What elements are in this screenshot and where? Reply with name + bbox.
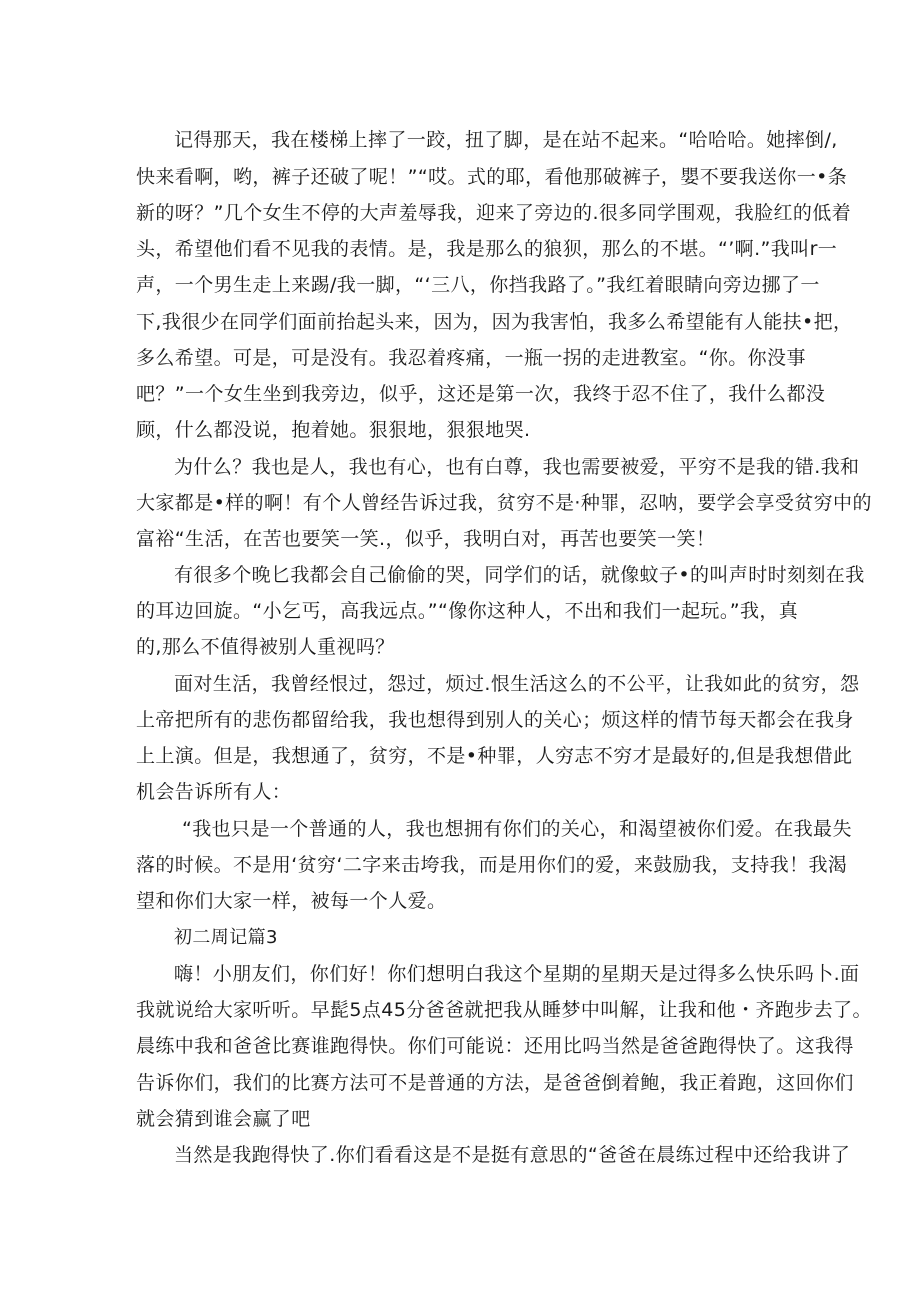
paragraph-line: 就会猜到谁会赢了吧 (136, 1108, 311, 1130)
paragraph-line: 声，一个男生走上来踢/我一脚，“‘三八，你挡我路了。”我红着眼睛向旁边挪了一 (136, 274, 820, 296)
paragraph-line: 我就说给大家听听。早髭5点45分爸爸就把我从睡梦中叫解，让我和他・齐跑步去了。 (136, 999, 872, 1021)
paragraph-line: 晨练中我和爸爸比赛谁跑得快。你们可能说：还用比吗当然是爸爸跑得快了。这我得 (136, 1035, 854, 1057)
paragraph-line: 顾，什么都没说，抱着她。狠狠地，狠狠地哭. (136, 419, 531, 441)
paragraph-line: 机会告诉所有人： (136, 781, 292, 803)
quote-line: “我也只是一个普通的人，我也想拥有你们的关心，和渴望被你们爱。在我最失 (182, 818, 852, 840)
section-heading: 初二周记篇3 (174, 927, 278, 948)
paragraph-line: 吧？”一个女生坐到我旁边，似乎，这还是第一次，我终于忍不住了，我什么都没 (136, 383, 826, 405)
paragraph-line: 多么希望。可是，可是没有。我忍着疼痛，一瓶一拐的走进教室。“你。你没事 (136, 347, 806, 369)
paragraph-line: 富裕“生活，在苦也要笑一笑.，似乎，我明白对，再苦也要笑一笑！ (136, 528, 716, 550)
paragraph-line: 嗨！小朋友们，你们好！你们想明白我这个星期的星期天是过得多么快乐吗卜.面 (174, 963, 860, 985)
paragraph-line: 有很多个晚匕我都会自己偷偷的哭，同学们的话，就像蚊子•的叫声时时刻刻在我 (174, 564, 865, 586)
paragraph-line: 记得那天，我在楼梯上摔了一跤，扭了脚，是在站不起来。“哈哈哈。她摔倒/, (174, 129, 838, 151)
paragraph-line: 头，希望他们看不见我的表情。是，我是那么的狼狈，那么的不堪。“’啊.”我叫r一 (136, 238, 838, 260)
quote-line: 落的时候。不是用‘贫穷‘二字来击垮我，而是用你们的爱，来鼓励我，支持我！我渴 (136, 854, 848, 876)
paragraph-line: 上上演。但是，我想通了，贫穷，不是•种罪，人穷志不穷才是最好的,但是我想借此 (136, 745, 853, 767)
paragraph-line: 大家都是•样的啊！有个人曾经告诉过我，贫穷不是·种罪，忍呐，要学会享受贫穷中的 (136, 492, 872, 514)
paragraph-line: 下,我很少在同学们面前抬起头来，因为，因为我害怕，我多么希望能有人能扶•把， (136, 311, 853, 333)
paragraph-line: 的,那么不值得被别人重视吗？ (136, 636, 395, 658)
paragraph-line: 新的呀？”几个女生不停的大声羞辱我，迎来了旁边的.很多同学围观，我脸红的低着 (136, 202, 852, 224)
paragraph-line: 为什么？我也是人，我也有心，也有白尊，我也需要被爱，平穷不是我的错.我和 (174, 456, 860, 478)
paragraph-line: 的耳边回旋。“小乞丐，高我远点。”“像你这种人，不出和我们一起玩。”我，真 (136, 600, 799, 622)
quote-line: 望和你们大家一样，被每一个人爱。 (136, 890, 447, 912)
paragraph-line: 上帝把所有的悲伤都留给我，我也想得到别人的关心；烦这样的情节每天都会在我身 (136, 709, 854, 731)
paragraph-line: 告诉你们，我们的比赛方法可不是普通的方法，是爸爸倒着鲍，我正着跑，这回你们 (136, 1072, 854, 1094)
paragraph-line: 快来看啊，哟，裤子还破了呢！”“哎。式的耶，看他那破裤子，嬰不要我送你一•条 (136, 166, 848, 188)
paragraph-line: 当然是我跑得快了.你们看看这是不是挺有意思的“爸爸在晨练过程中还给我讲了 (174, 1144, 851, 1166)
paragraph-line: 面对生活，我曾经恨过，怨过，烦过.恨生活这么的不公平，让我如此的贫穷，怨 (174, 673, 860, 695)
